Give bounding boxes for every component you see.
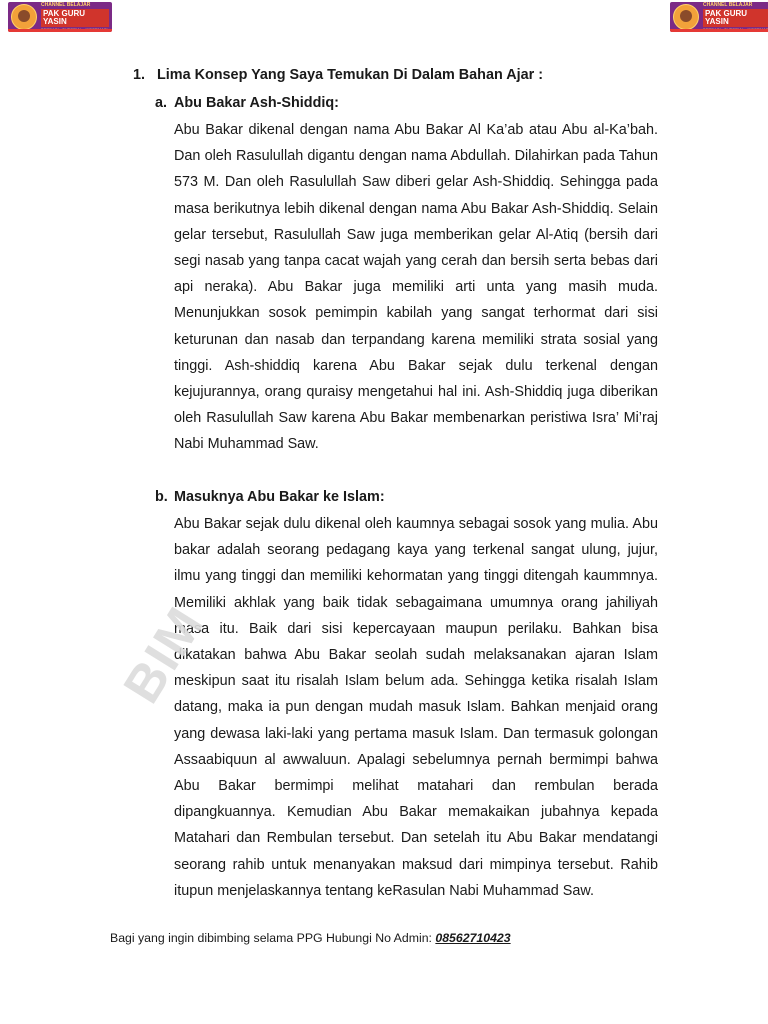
item-heading-b (155, 489, 385, 505)
logo-line2: PAK GURU YASIN (41, 9, 109, 27)
section-title: Lima Konsep Yang Saya Temukan Di Dalam Bahan Ajar : (157, 67, 544, 83)
section-heading (133, 67, 543, 83)
watermark: BIM (112, 596, 216, 714)
logo-stripe (670, 29, 768, 32)
section-number: 1. (133, 67, 146, 83)
channel-logo-right (670, 2, 768, 32)
item-body-a: Abu Bakar dikenal dengan nama Abu Bakar Al Ka’ab atau Abu al-Ka’bah. Dan oleh Rasulullah digantu dengan nama Abdullah. Dilahirkan pada Tahun 573 M. Dan oleh Rasulullah Saw diberi gelar Ash-Shiddiq. Sehingga pada masa berikutnya lebih dikenal dengan nama Abu Bakar Ash-Shiddiq. Selain gelar tersebut, Rasulullah Saw juga memberikan gelar Al-Atiq (bersih dari segi nasab yang tanpa cacat wajah yang cerah dan bersih serta bebas dari api neraka). Abu Bakar juga memiliki arti unta yang masih muda. Menunjukkan sosok pemimpin kabilah yang sangat terhormat dari sisi keturunan dan nasab dan terpandang karena memiliki strata sosial yang tinggi. Ash-shiddiq karena Abu Bakar sejak dulu terkenal dengan kejujurannya, orang quraisy mengetahui hal ini. Ash-Shiddiq juga diberikan oleh Rasulullah Saw karena Abu Bakar membenarkan peristiwa Isra’ Mi’raj Nabi Muhammad Saw. (174, 122, 658, 453)
item-title: Abu Bakar Ash-Shiddiq: (174, 95, 339, 111)
logo-line1: CHANNEL BELAJAR (41, 2, 91, 8)
avatar-icon (11, 4, 37, 30)
item-body-b: Abu Bakar sejak dulu dikenal oleh kaumnya sebagai sosok yang mulia. Abu bakar adalah seorang pedagang kaya yang terkenal sangat ulung, jujur, ilmu yang tinggi dan memiliki kehormatan yang tinggi ditengah kaummnya. Memiliki akhlak yang baik tidak sebagaimana umumnya orang jahiliyah masa itu. Baik dari sisi kepercayaan maupun perilaku. Bahkan bisa dikatakan bahwa Abu Bakar seolah sudah melaksanakan ajaran Islam meskipun saat itu risalah Islam belum ada. Sehingga ketika risalah Islam datang, maka ia pun dengan mudah masuk Islam. Bahkan menjaid orang yang dewasa laki-laki yang pertama masuk Islam. Dan termasuk golongan Assaabiquun al awwaluun. Apalagi sebelumnya pernah bermimpi bahwa Abu Bakar bermimpi melihat matahari dan rembulan berada dipangkuannya. Kemudian Abu Bakar memakaikan jubahnya kepada Matahari dan Rembulan tersebut. Dan setelah itu Abu Bakar mendatangi seorang rahib untuk menanyakan maksud dari mimpinya tersebut. Rahib itupun menjelaskannya tentang keRasulan Nabi Muhammad Saw. (174, 516, 658, 899)
item-letter: b. (155, 489, 168, 505)
logo-line1: CHANNEL BELAJAR (703, 2, 753, 8)
item-heading-a (155, 95, 339, 111)
footer-text: Bagi yang ingin dibimbing selama PPG Hubungi No Admin: (110, 931, 436, 945)
avatar-icon (673, 4, 699, 30)
channel-logo-left (8, 2, 112, 32)
logo-line2: PAK GURU YASIN (703, 9, 768, 27)
footer (110, 931, 511, 945)
item-title: Masuknya Abu Bakar ke Islam: (174, 489, 385, 505)
logo-stripe (8, 29, 112, 32)
item-letter: a. (155, 95, 168, 111)
footer-phone-link[interactable]: 08562710423 (435, 931, 511, 945)
